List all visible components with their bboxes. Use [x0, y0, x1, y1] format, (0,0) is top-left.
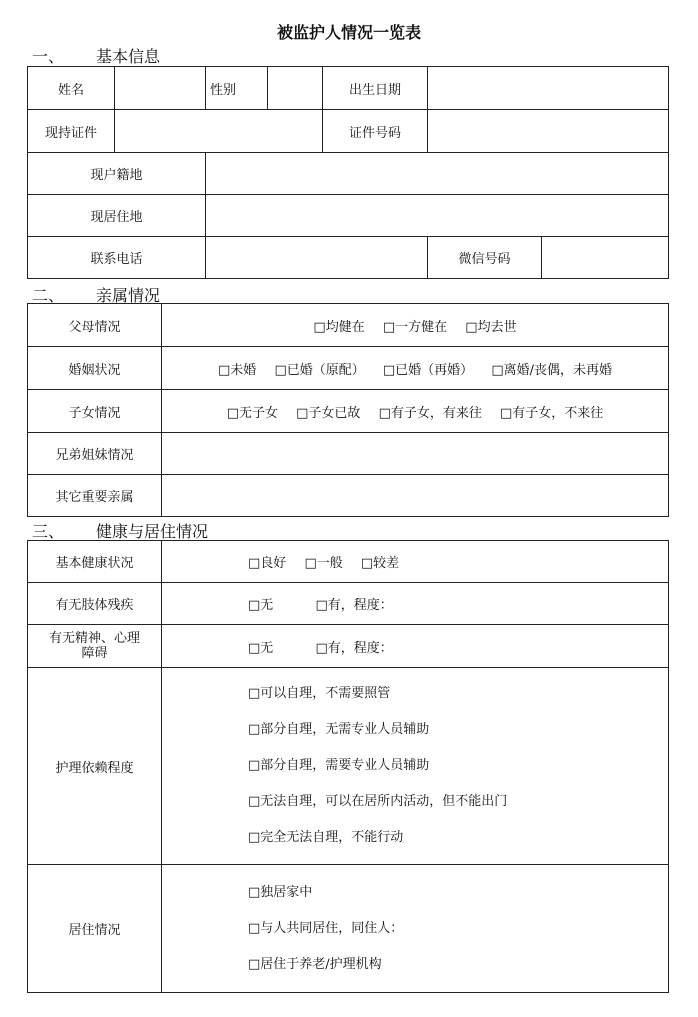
basic-health-label: 基本健康状况 [28, 541, 162, 583]
checkbox-option[interactable]: □已婚（原配） [274, 362, 365, 378]
checkbox-option[interactable]: □部分自理，需要专业人员辅助 [248, 758, 430, 773]
checkbox-option[interactable]: □均去世 [465, 319, 517, 335]
marriage-options[interactable] [162, 347, 669, 390]
name-label: 姓名 [28, 67, 115, 110]
checkbox-option[interactable]: □无 [248, 598, 274, 613]
wechat-label: 微信号码 [428, 237, 542, 279]
siblings-field[interactable] [162, 433, 669, 475]
checkbox-option[interactable]: □独居家中 [248, 884, 313, 900]
certificate-label: 现持证件 [28, 110, 115, 153]
birth-date-field[interactable] [428, 67, 669, 110]
mental-label [28, 625, 162, 668]
checkbox-option[interactable]: □良好 [248, 556, 287, 571]
residence-field[interactable] [206, 195, 669, 237]
section-number: 三、 [32, 522, 65, 541]
checkbox-option[interactable]: □可以自理，不需要照管 [248, 686, 391, 701]
name-field[interactable] [115, 67, 206, 110]
section-heading-health [32, 519, 208, 542]
birth-date-label: 出生日期 [323, 67, 428, 110]
household-label: 现户籍地 [28, 153, 206, 195]
care-dependency-label: 护理依赖程度 [28, 668, 162, 865]
section-number: 二、 [32, 286, 65, 305]
wechat-field[interactable] [542, 237, 669, 279]
mental-label-line2: 障碍 [81, 646, 108, 661]
checkbox-option[interactable]: □与人共同居住，同住人： [248, 920, 404, 936]
relatives-table [27, 303, 669, 517]
section-name: 健康与居住情况 [96, 522, 209, 541]
phone-field[interactable] [206, 237, 428, 279]
gender-label: 性别 [206, 67, 268, 110]
mental-options[interactable] [162, 625, 669, 668]
section-name: 亲属情况 [96, 286, 161, 305]
section-name: 基本信息 [96, 47, 161, 66]
certificate-field[interactable] [115, 110, 323, 153]
phone-label: 联系电话 [28, 237, 206, 279]
basic-health-options[interactable] [162, 541, 669, 583]
disability-options[interactable] [162, 583, 669, 625]
checkbox-option[interactable]: □较差 [360, 556, 400, 571]
care-dependency-options[interactable] [162, 668, 669, 865]
other-relatives-field[interactable] [162, 475, 669, 517]
checkbox-option[interactable]: □未婚 [218, 362, 257, 378]
parents-options[interactable] [162, 304, 669, 347]
section-heading-basic [32, 44, 160, 67]
residence-label: 现居住地 [28, 195, 206, 237]
parents-label: 父母情况 [28, 304, 162, 347]
health-table [27, 540, 669, 993]
checkbox-option[interactable]: □部分自理，无需专业人员辅助 [248, 722, 430, 737]
checkbox-option[interactable]: □无子女 [226, 405, 278, 421]
page-title: 被监护人情况一览表 [276, 23, 421, 42]
siblings-label: 兄弟姐妹情况 [28, 433, 162, 475]
household-field[interactable] [206, 153, 669, 195]
certificate-number-field[interactable] [428, 110, 669, 153]
checkbox-option[interactable]: □一般 [304, 556, 343, 571]
checkbox-option[interactable]: □均健在 [313, 319, 365, 335]
checkbox-option[interactable]: □离婚/丧偶，未再婚 [491, 362, 612, 378]
certificate-number-label: 证件号码 [323, 110, 428, 153]
children-options[interactable] [162, 390, 669, 433]
checkbox-option[interactable]: □无法自理，可以在居所内活动，但不能出门 [248, 794, 508, 809]
other-relatives-label: 其它重要亲属 [28, 475, 162, 517]
living-situation-label: 居住情况 [28, 865, 162, 993]
checkbox-option[interactable]: □有，程度： [315, 640, 393, 656]
checkbox-option[interactable]: □居住于养老/护理机构 [248, 956, 382, 972]
children-label: 子女情况 [28, 390, 162, 433]
gender-field[interactable] [268, 67, 323, 110]
checkbox-option[interactable]: □有子女，不来往 [500, 405, 604, 421]
checkbox-option[interactable]: □已婚（再婚） [382, 362, 474, 378]
marriage-label: 婚姻状况 [28, 347, 162, 390]
mental-label-line1: 有无精神、心理 [48, 631, 140, 646]
checkbox-option[interactable]: □有子女，有来往 [378, 405, 482, 421]
checkbox-option[interactable]: □无 [248, 640, 274, 656]
checkbox-option[interactable]: □有，程度： [315, 598, 393, 613]
checkbox-option[interactable]: □完全无法自理，不能行动 [248, 830, 404, 845]
living-situation-options[interactable] [162, 865, 669, 993]
checkbox-option[interactable]: □子女已故 [296, 405, 361, 421]
section-number: 一、 [32, 47, 65, 66]
checkbox-option[interactable]: □一方健在 [382, 319, 448, 335]
basic-info-table [27, 66, 669, 279]
disability-label: 有无肢体残疾 [28, 583, 162, 625]
